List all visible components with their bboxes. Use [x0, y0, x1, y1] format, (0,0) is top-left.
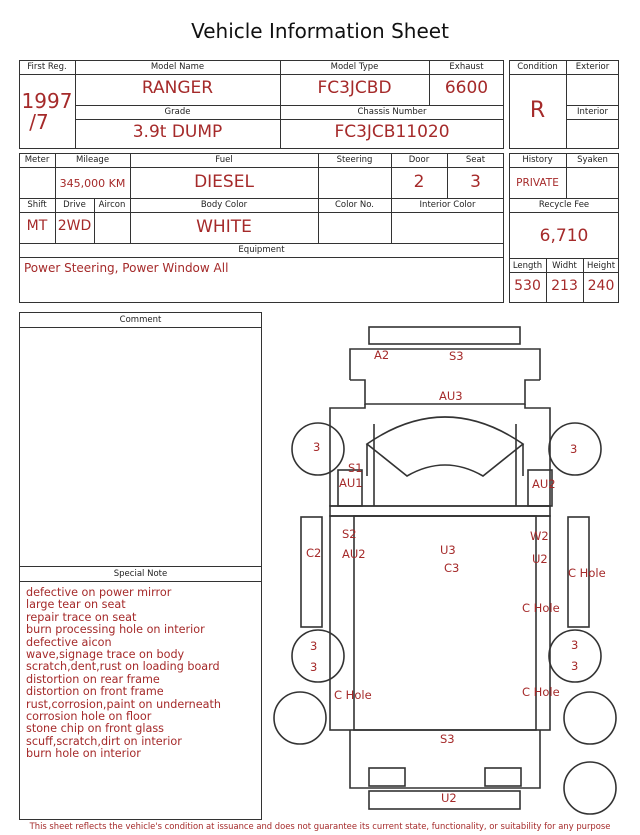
model-name-label: Model Name — [150, 62, 205, 72]
first-reg-month: /7 — [29, 110, 49, 134]
list-item: repair trace on seat — [26, 610, 137, 624]
seat-label: Seat — [465, 155, 486, 165]
special-note-list — [26, 587, 221, 761]
grade-label: Grade — [164, 107, 191, 117]
body-color-label: Body Color — [200, 200, 248, 210]
height-value: 240 — [587, 278, 615, 294]
interior-color-label: Interior Color — [419, 200, 476, 210]
list-item: corrosion hole on floor — [26, 710, 152, 724]
mark-s3-bottom: S3 — [440, 732, 455, 746]
recycle-fee-value: 6,710 — [539, 226, 589, 246]
list-item: scuff,scratch,dirt on interior — [26, 734, 182, 748]
steering-label: Steering — [336, 155, 373, 165]
interior-label: Interior — [576, 107, 608, 117]
mark-au3: AU3 — [439, 389, 463, 403]
mark-s1: S1 — [348, 461, 363, 475]
seat-value: 3 — [470, 172, 481, 192]
mileage-value: 345,000 KM — [59, 177, 126, 190]
mark-au1: AU1 — [339, 476, 363, 490]
model-name-value: RANGER — [141, 78, 214, 98]
mark-tire-fr: 3 — [570, 442, 578, 456]
mark-c-hole-1: C Hole — [568, 566, 606, 580]
mark-au2-left: AU2 — [342, 547, 366, 561]
chassis-value: FC3JCB11020 — [334, 122, 450, 142]
mark-u3: U3 — [440, 543, 456, 557]
mark-tire-rl-2: 3 — [310, 660, 318, 674]
length-label: Length — [512, 261, 543, 271]
fuel-value: DIESEL — [194, 172, 254, 192]
page-title: Vehicle Information Sheet — [191, 19, 449, 43]
shift-value: MT — [26, 218, 48, 234]
drive-value: 2WD — [57, 218, 92, 234]
mark-tire-fl: 3 — [313, 440, 321, 454]
comment-label: Comment — [119, 315, 162, 325]
mark-tire-rl-1: 3 — [310, 639, 318, 653]
grade-value: 3.9t DUMP — [132, 122, 223, 142]
mileage-label: Mileage — [75, 155, 110, 165]
fuel-label: Fuel — [215, 155, 233, 165]
condition-value: R — [529, 98, 546, 123]
history-label: History — [522, 155, 553, 165]
list-item: distortion on front frame — [26, 685, 164, 699]
mark-c-hole-2: C Hole — [522, 601, 560, 615]
mark-s2: S2 — [342, 527, 357, 541]
body-color-value: WHITE — [196, 217, 252, 237]
mark-s3-top: S3 — [449, 349, 464, 363]
list-item: stone chip on front glass — [26, 722, 164, 736]
condition-label: Condition — [517, 62, 558, 72]
width-label: Widht — [552, 261, 577, 271]
exhaust-value: 6600 — [444, 78, 489, 98]
mark-c-hole-3: C Hole — [334, 688, 372, 702]
mark-u2-mid: U2 — [532, 552, 548, 566]
mark-c-hole-4: C Hole — [522, 685, 560, 699]
recycle-fee-label: Recycle Fee — [538, 200, 590, 210]
mark-c3: C3 — [444, 561, 460, 575]
color-no-label: Color No. — [334, 200, 374, 210]
special-note-label: Special Note — [113, 569, 168, 579]
first-reg-label: First Reg. — [27, 62, 67, 72]
drive-label: Drive — [63, 200, 86, 210]
list-item: scratch,dent,rust on loading board — [26, 660, 220, 674]
list-item: defective aicon — [26, 635, 112, 649]
meter-label: Meter — [24, 155, 50, 165]
length-value: 530 — [514, 278, 541, 294]
truck-damage-diagram — [270, 320, 620, 816]
first-reg-year: 1997 — [21, 89, 73, 113]
exhaust-label: Exhaust — [449, 62, 484, 72]
model-type-value: FC3JCBD — [317, 78, 392, 98]
syaken-label: Syaken — [577, 155, 608, 165]
height-label: Height — [586, 261, 616, 271]
width-value: 213 — [551, 278, 578, 294]
door-value: 2 — [413, 172, 425, 192]
list-item: rust,corrosion,paint on underneath — [26, 697, 221, 711]
mark-tire-rr-2: 3 — [571, 659, 579, 673]
model-type-label: Model Type — [330, 62, 379, 72]
list-item: large tear on seat — [26, 598, 126, 612]
list-item: distortion on rear frame — [26, 672, 160, 686]
chassis-label: Chassis Number — [357, 107, 427, 117]
aircon-label: Aircon — [98, 200, 126, 210]
history-value: PRIVATE — [516, 177, 559, 189]
mark-tire-rr-1: 3 — [571, 638, 579, 652]
exterior-label: Exterior — [575, 62, 610, 72]
mark-a2: A2 — [374, 348, 390, 362]
list-item: burn processing hole on interior — [26, 623, 205, 637]
mark-w2: W2 — [530, 529, 549, 543]
shift-label: Shift — [27, 200, 47, 210]
list-item: defective on power mirror — [26, 586, 172, 599]
list-item: burn hole on interior — [26, 747, 141, 761]
list-item: wave,signage trace on body — [26, 648, 185, 662]
equipment-value: Power Steering, Power Window All — [24, 261, 229, 275]
door-label: Door — [408, 155, 430, 165]
equipment-label: Equipment — [238, 245, 285, 255]
mark-au2-right: AU2 — [532, 477, 556, 491]
disclaimer-footer: This sheet reflects the vehicle's condition at issuance and does not guarantee its current state, functionality, or suitability for any purpose — [29, 821, 611, 831]
mark-u2-bottom: U2 — [441, 791, 457, 805]
mark-c2: C2 — [306, 546, 322, 560]
